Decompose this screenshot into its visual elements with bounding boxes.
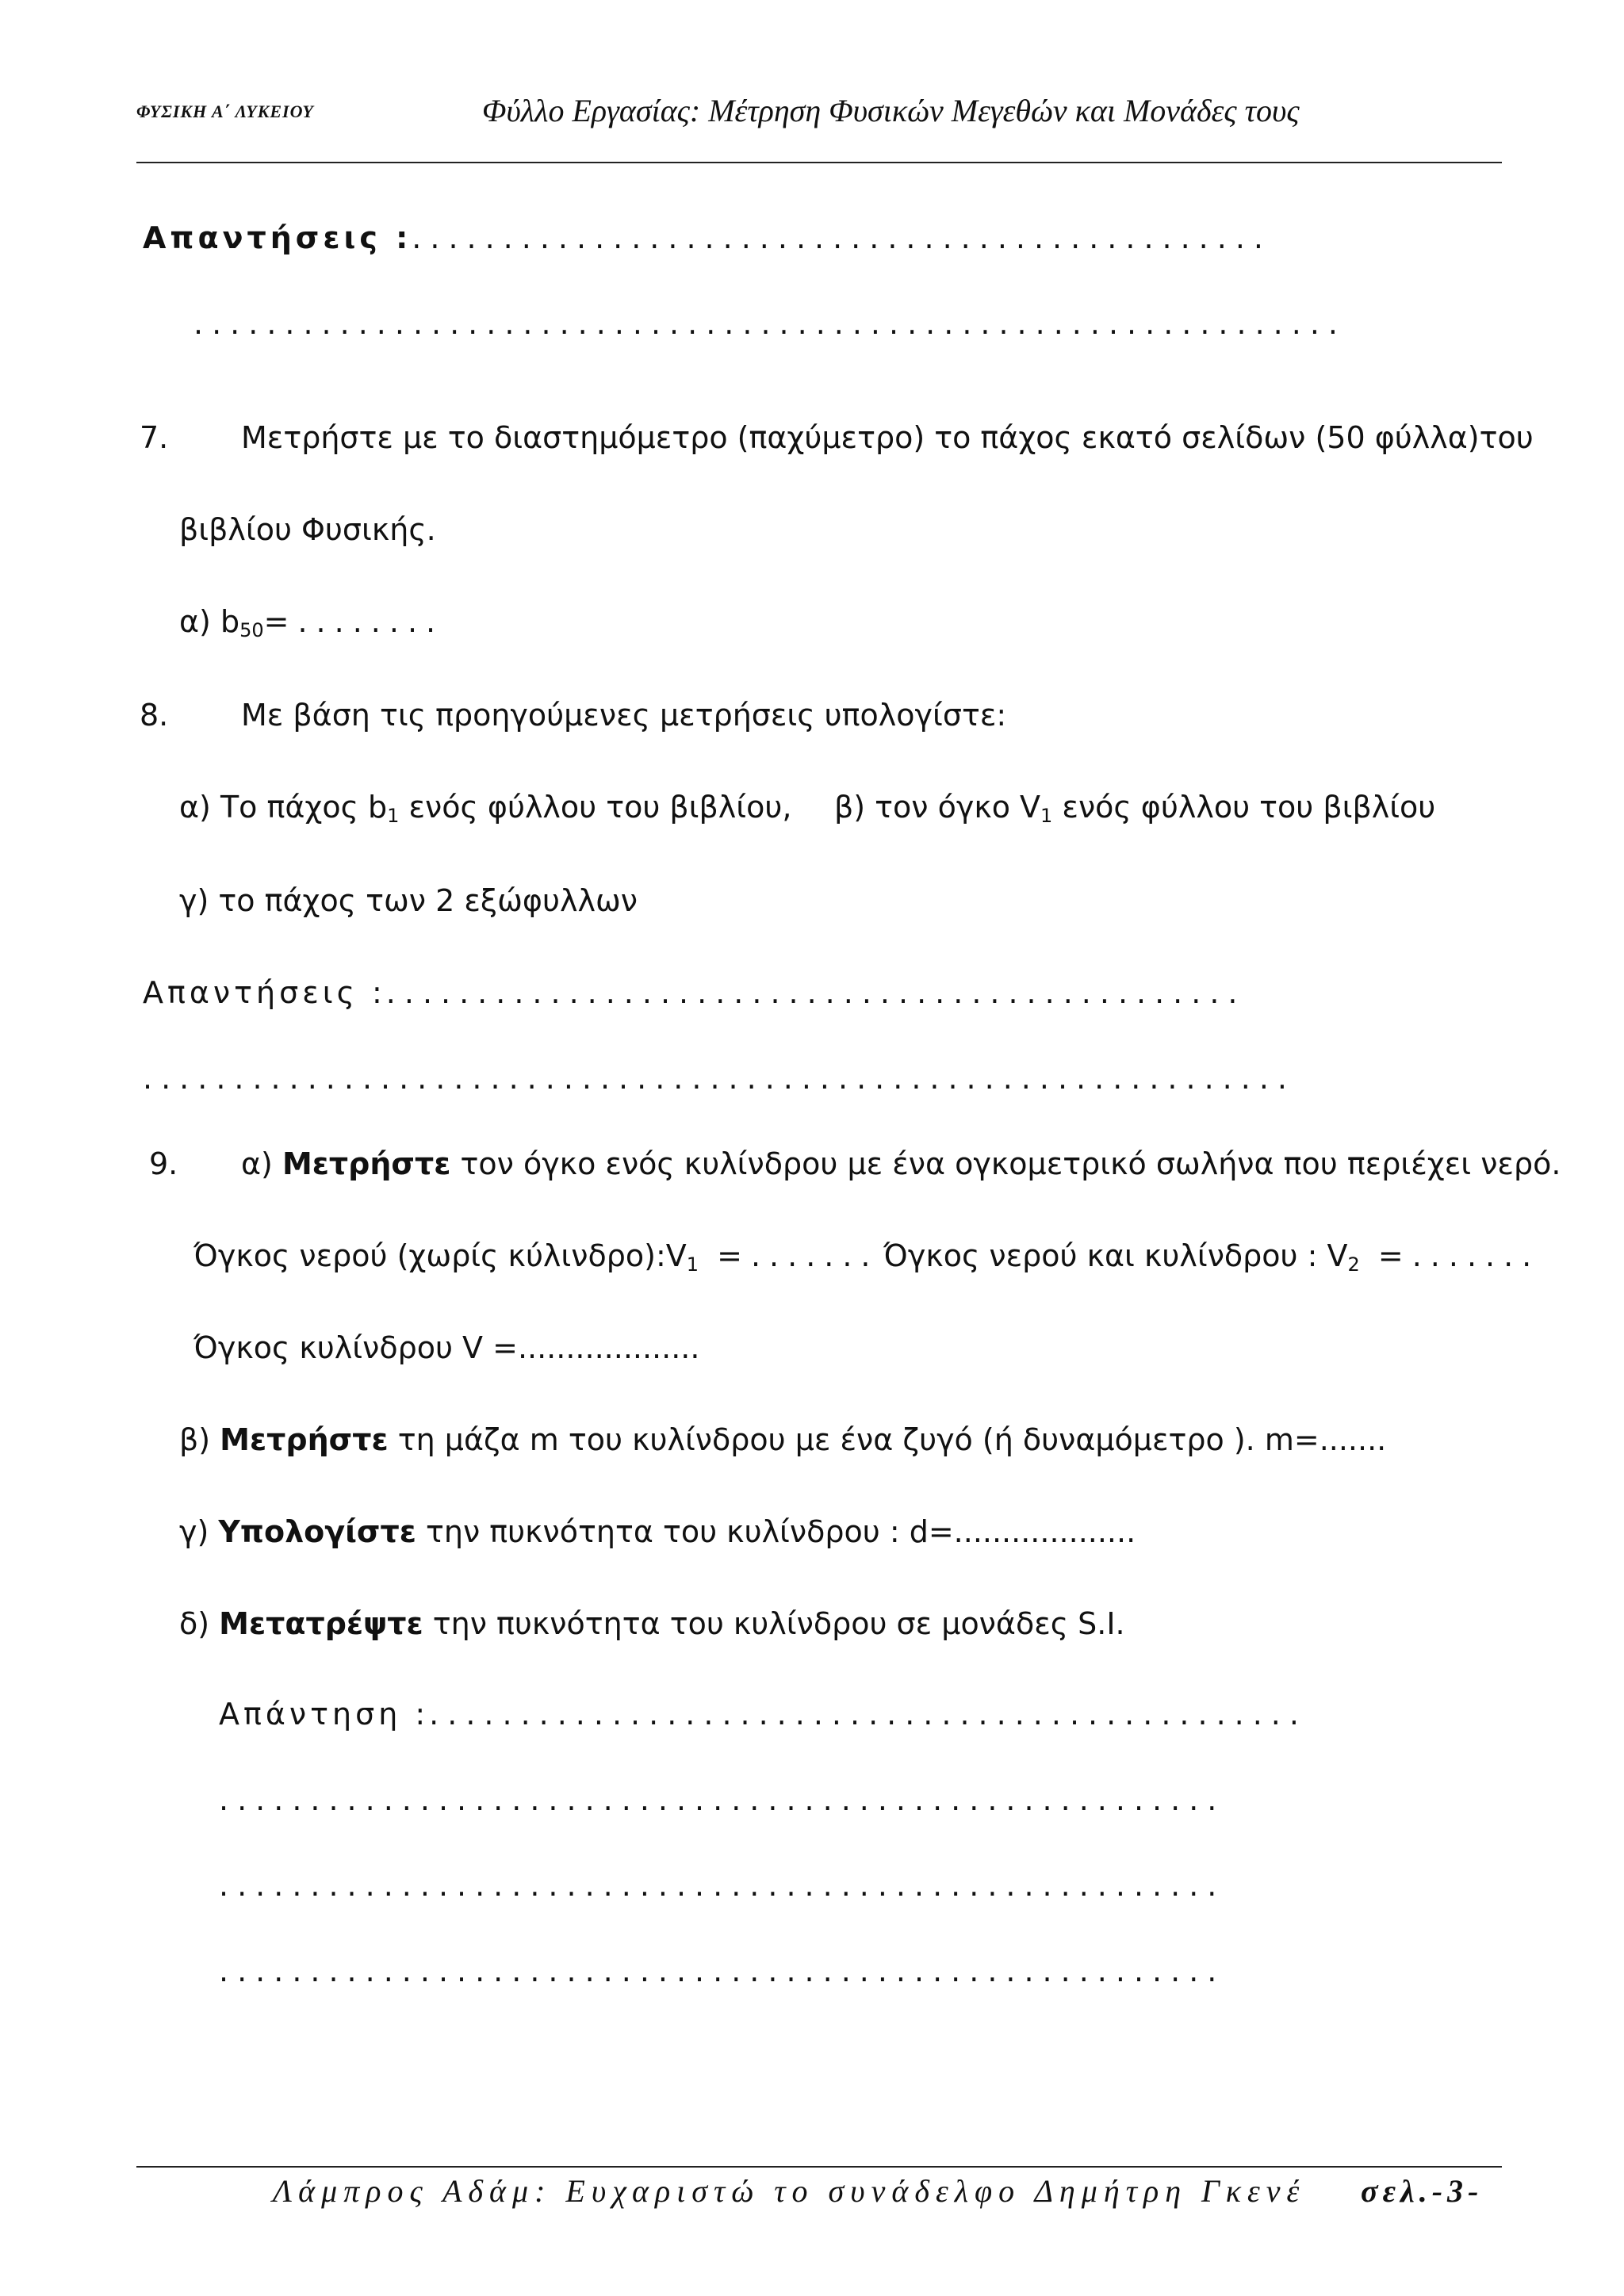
q9a-rest: τον όγκο ενός κυλίνδρου με ένα ογκομετρικό σωλήνα που περιέχει νερό. [450, 1146, 1561, 1181]
v1-subscript: 1 [686, 1253, 699, 1276]
v2-subscript: 2 [1347, 1253, 1360, 1276]
answers-line [143, 975, 1247, 1010]
q9c-verb: Υπολογίστε [218, 1514, 416, 1549]
footer-divider [136, 2166, 1502, 2168]
q8b-prefix: β) τον όγκο V [834, 790, 1041, 825]
worksheet-title: Φύλλο Εργασίας: Μέτρηση Φυσικών Μεγεθών και Μονάδες τους [482, 93, 1300, 128]
answer-dots-line: ............................................................... [143, 1061, 1296, 1096]
water-volume-v1 [193, 1238, 879, 1276]
q9b-rest: τη μάζα m του κυλίνδρου με ένα ζυγό (ή δυναμόμετρο ). m=....... [388, 1422, 1387, 1457]
footer-author: Λάμπρος Αδάμ: Ευχαριστώ το συνάδελφο Δημήτρη Γκενέ [273, 2173, 1306, 2209]
v2-dots: =....... [1359, 1238, 1541, 1273]
water-volume-v2 [883, 1238, 1541, 1276]
v1-prefix: Όγκος νερού (χωρίς κύλινδρο):V [193, 1238, 687, 1273]
answers-label: Απαντήσεις : [143, 975, 386, 1010]
question-number: 7. [140, 420, 169, 455]
q8b-subscript: 1 [1040, 805, 1053, 827]
answer-dots-line: ....................................................... [219, 1868, 1226, 1903]
q9c-rest: την πυκνότητα του κυλίνδρου : d=................... [416, 1514, 1136, 1549]
answer-line [219, 1697, 1308, 1732]
question-number: 9. [149, 1146, 178, 1181]
q9b-prefix: β) [179, 1422, 220, 1457]
question-8b [834, 790, 1435, 825]
q8a-prefix: α) Το πάχος b [179, 790, 388, 825]
question-9d [179, 1606, 1125, 1641]
answers-line [143, 220, 1272, 255]
answer-dots-line: ....................................................... [219, 1782, 1226, 1817]
question-8c: γ) το πάχος των 2 εξώφυλλων [179, 883, 638, 918]
q8b-suffix: ενός φύλλου του βιβλίου [1052, 790, 1436, 825]
question-7-text-cont: βιβλίου Φυσικής. [179, 512, 436, 547]
q8a-subscript: 1 [387, 805, 400, 827]
q7a-prefix: α) b [179, 604, 240, 639]
answer-dots: ............................................... [412, 220, 1272, 255]
question-number: 8. [140, 698, 169, 733]
question-7-text: Μετρήστε με το διαστημόμετρο (παχύμετρο) το πάχος εκατό σελίδων (50 φύλλα)του [241, 420, 1534, 455]
q9a-prefix: α) [241, 1146, 282, 1181]
q9d-verb: Μετατρέψτε [219, 1606, 423, 1641]
q9d-prefix: δ) [179, 1606, 220, 1641]
answer-label: Απάντηση : [219, 1697, 430, 1732]
answer-dots-line: ....................................................... [219, 1954, 1226, 1988]
answers-label: Απαντήσεις : [143, 220, 412, 255]
question-9b [179, 1422, 1386, 1457]
subject-label: ΦΥΣΙΚΗ Α΄ ΛΥΚΕΙΟΥ [136, 101, 314, 121]
answer-dots-line: ............................................................... [193, 306, 1346, 341]
header-divider [136, 162, 1502, 163]
v1-dots: =....... [699, 1238, 879, 1273]
q9d-rest: την πυκνότητα του κυλίνδρου σε μονάδες S.I. [423, 1606, 1125, 1641]
answer-dots: ............................................... [385, 975, 1247, 1010]
q9c-prefix: γ) [179, 1514, 219, 1549]
q7a-dots: =........ [263, 604, 445, 639]
q8a-suffix: ενός φύλλου του βιβλίου, [399, 790, 792, 825]
question-9c [179, 1514, 1136, 1549]
question-8a [179, 790, 791, 825]
page-number: σελ.-3- [1361, 2173, 1484, 2209]
question-7a [179, 604, 444, 639]
answer-dots: ................................................ [429, 1697, 1308, 1732]
q9b-verb: Μετρήστε [220, 1422, 389, 1457]
q7a-subscript: 50 [239, 619, 264, 641]
question-9a [241, 1146, 1561, 1181]
v2-prefix: Όγκος νερού και κυλίνδρου : V [883, 1238, 1348, 1273]
cylinder-volume: Όγκος κυλίνδρου V =................... [193, 1330, 700, 1365]
q9a-verb: Μετρήστε [282, 1146, 451, 1181]
question-8-text: Με βάση τις προηγούμενες μετρήσεις υπολογίστε: [241, 698, 1007, 733]
